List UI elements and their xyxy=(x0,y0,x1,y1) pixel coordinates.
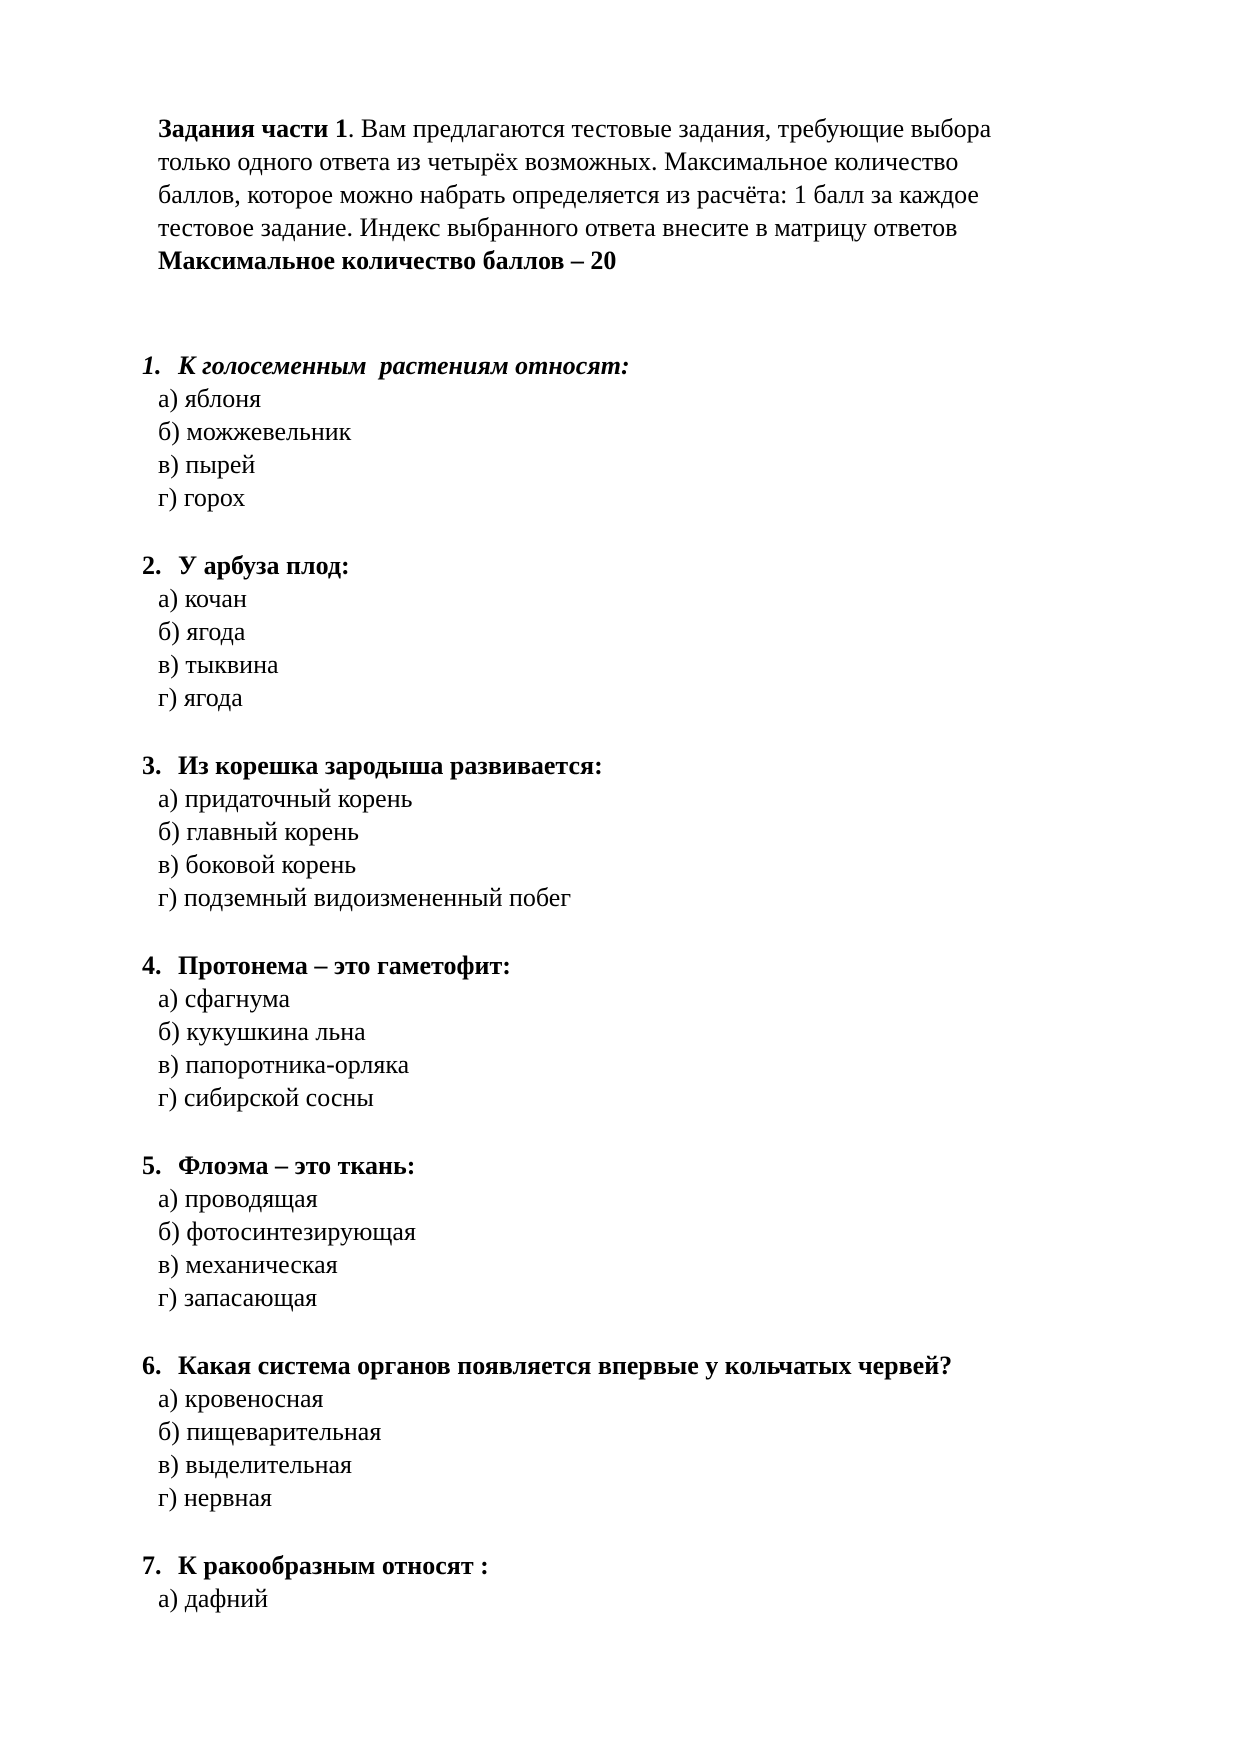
question-block xyxy=(142,749,1141,914)
instructions-text: тестовое задание. Индекс выбранного ответа внесите в матрицу ответов xyxy=(158,213,958,242)
answer-option: в) тыквина xyxy=(158,650,279,679)
answer-option: г) сибирской сосны xyxy=(158,1083,374,1112)
answer-option: а) яблоня xyxy=(158,384,262,413)
question-number: 2. xyxy=(142,551,162,580)
question-block xyxy=(142,1349,1141,1514)
answer-options xyxy=(142,1382,1141,1514)
question-number: 4. xyxy=(142,951,162,980)
answer-option: а) сфагнума xyxy=(158,984,290,1013)
question-title-text: Протонема – это гаметофит: xyxy=(178,951,511,980)
answer-option: а) кровеносная xyxy=(158,1384,324,1413)
instructions-line xyxy=(158,145,1081,178)
question-title xyxy=(142,1349,1141,1382)
answer-option: б) пищеварительная xyxy=(158,1417,382,1446)
answer-option: а) придаточный корень xyxy=(158,784,413,813)
answer-option: в) боковой корень xyxy=(158,850,357,879)
instructions-text: баллов, которое можно набрать определяется из расчёта: 1 балл за каждое xyxy=(158,180,979,209)
answer-options xyxy=(142,782,1141,914)
answer-option: г) запасающая xyxy=(158,1283,318,1312)
question-list xyxy=(142,349,1141,1615)
question-number: 3. xyxy=(142,751,162,780)
question-block xyxy=(142,949,1141,1114)
question-number: 5. xyxy=(142,1151,162,1180)
question-title-text: К ракообразным относят : xyxy=(178,1551,489,1580)
answer-option: а) проводящая xyxy=(158,1184,318,1213)
instructions-line xyxy=(158,112,1081,145)
question-block xyxy=(142,349,1141,514)
answer-option: в) папоротника-орляка xyxy=(158,1050,410,1079)
answer-options xyxy=(142,382,1141,514)
instructions-text: только одного ответа из четырёх возможных. Максимальное количество xyxy=(158,147,959,176)
question-title xyxy=(142,1549,1141,1582)
instructions-line xyxy=(158,211,1081,244)
answer-option: а) кочан xyxy=(158,584,247,613)
question-title-text: Какая система органов появляется впервые у кольчатых червей? xyxy=(178,1351,953,1380)
question-title xyxy=(142,549,1141,582)
answer-option: г) ягода xyxy=(158,683,243,712)
answer-option: г) горох xyxy=(158,483,246,512)
question-title xyxy=(142,349,1141,382)
answer-option: б) фотосинтезирующая xyxy=(158,1217,416,1246)
question-number: 1. xyxy=(142,351,162,380)
answer-options xyxy=(142,582,1141,714)
question-title-text: К голосеменным растениям относят: xyxy=(178,351,630,380)
question-block xyxy=(142,1549,1141,1615)
instructions-line xyxy=(158,244,1081,277)
answer-options xyxy=(142,982,1141,1114)
answer-option: б) кукушкина льна xyxy=(158,1017,366,1046)
answer-option: в) пырей xyxy=(158,450,256,479)
instructions-line xyxy=(158,178,1081,211)
answer-options xyxy=(142,1182,1141,1314)
answer-option: б) ягода xyxy=(158,617,246,646)
question-number: 7. xyxy=(142,1551,162,1580)
answer-option: в) выделительная xyxy=(158,1450,352,1479)
question-title xyxy=(142,749,1141,782)
answer-options xyxy=(142,1582,1141,1615)
answer-option: г) подземный видоизмененный побег xyxy=(158,883,571,912)
question-block xyxy=(142,549,1141,714)
question-title-text: Из корешка зародыша развивается: xyxy=(178,751,603,780)
question-block xyxy=(142,1149,1141,1314)
question-title-text: У арбуза плод: xyxy=(178,551,350,580)
question-title xyxy=(142,1149,1141,1182)
question-title-text: Флоэма – это ткань: xyxy=(178,1151,416,1180)
answer-option: б) можжевельник xyxy=(158,417,352,446)
instructions-bold-text: Максимальное количество баллов – 20 xyxy=(158,246,617,275)
instructions-text: . Вам предлагаются тестовые задания, требующие выбора xyxy=(347,114,992,143)
question-title xyxy=(142,949,1141,982)
answer-option: в) механическая xyxy=(158,1250,338,1279)
instructions-bold-text: Задания части 1 xyxy=(158,114,348,143)
answer-option: б) главный корень xyxy=(158,817,359,846)
question-number: 6. xyxy=(142,1351,162,1380)
instructions-paragraph xyxy=(158,0,1081,277)
answer-option: г) нервная xyxy=(158,1483,272,1512)
answer-option: а) дафний xyxy=(158,1584,269,1613)
